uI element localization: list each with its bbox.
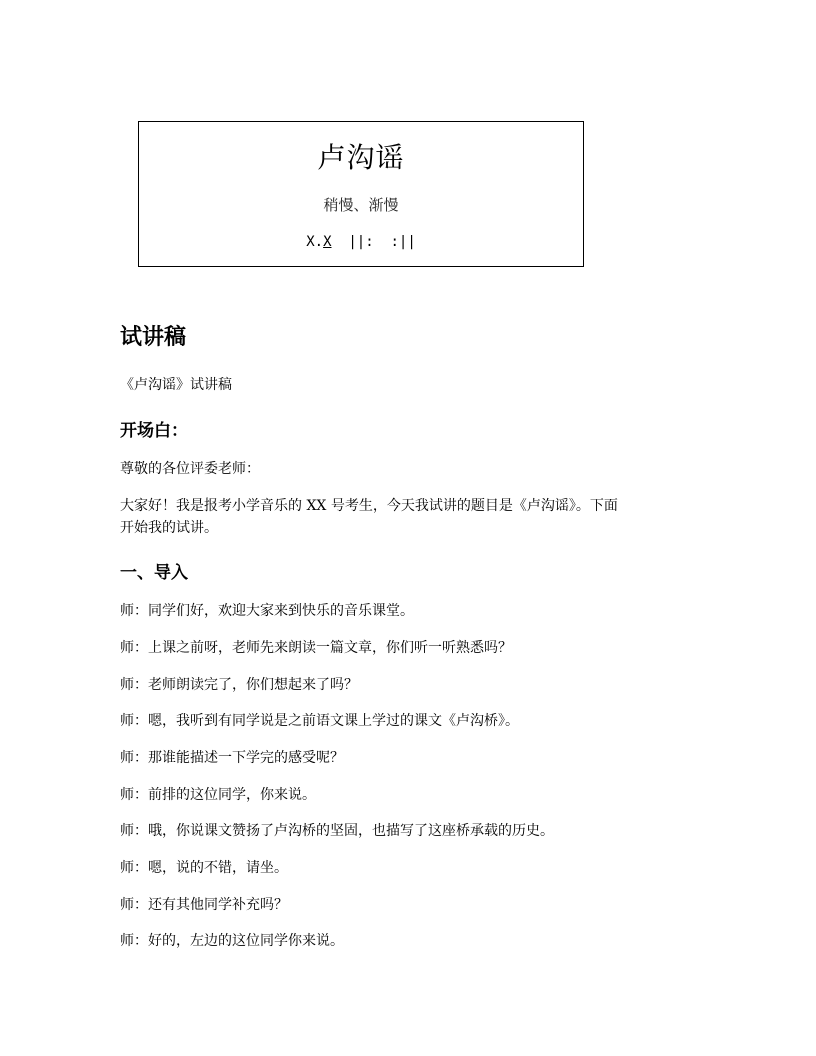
dialogue-line: 师：嗯，说的不错，请坐。 [120, 860, 288, 876]
dialogue-line: 师：那谁能描述一下学完的感受呢？ [120, 750, 344, 766]
section-heading-opening: 开场白： [120, 421, 188, 441]
dialogue-line: 师：前排的这位同学，你来说。 [120, 787, 316, 803]
score-tempo: 稍慢、渐慢 [323, 196, 399, 214]
score-notation [139, 234, 583, 250]
section-heading-one: 一、导入 [120, 563, 188, 583]
score-box [138, 121, 584, 267]
page-title: 试讲稿 [120, 325, 187, 350]
dialogue-line: 师：上课之前呀，老师先来朗读一篇文章，你们听一听熟悉吗？ [120, 640, 512, 656]
subtitle: 《卢沟谣》试讲稿 [120, 377, 232, 393]
notation-prefix: X. [306, 234, 324, 250]
intro-line-2: 开始我的试讲。 [120, 520, 218, 536]
dialogue-line: 师：好的，左边的这位同学你来说。 [120, 933, 344, 949]
notation-repeat-signs: ||: :|| [331, 234, 416, 250]
intro-line-1: 大家好！我是报考小学音乐的 XX 号考生，今天我试讲的题目是《卢沟谣》。下面 [120, 498, 618, 514]
greeting: 尊敬的各位评委老师： [120, 461, 260, 477]
dialogue-line: 师：哦，你说课文赞扬了卢沟桥的坚固，也描写了这座桥承载的历史。 [120, 823, 554, 839]
notation-underlined-note: X [323, 234, 332, 250]
score-title: 卢沟谣 [317, 141, 405, 174]
dialogue-line: 师：同学们好，欢迎大家来到快乐的音乐课堂。 [120, 603, 414, 619]
dialogue-line: 师：嗯，我听到有同学说是之前语文课上学过的课文《卢沟桥》。 [120, 713, 519, 729]
dialogue-line: 师：老师朗读完了，你们想起来了吗？ [120, 677, 358, 693]
dialogue-line: 师：还有其他同学补充吗？ [120, 897, 288, 913]
